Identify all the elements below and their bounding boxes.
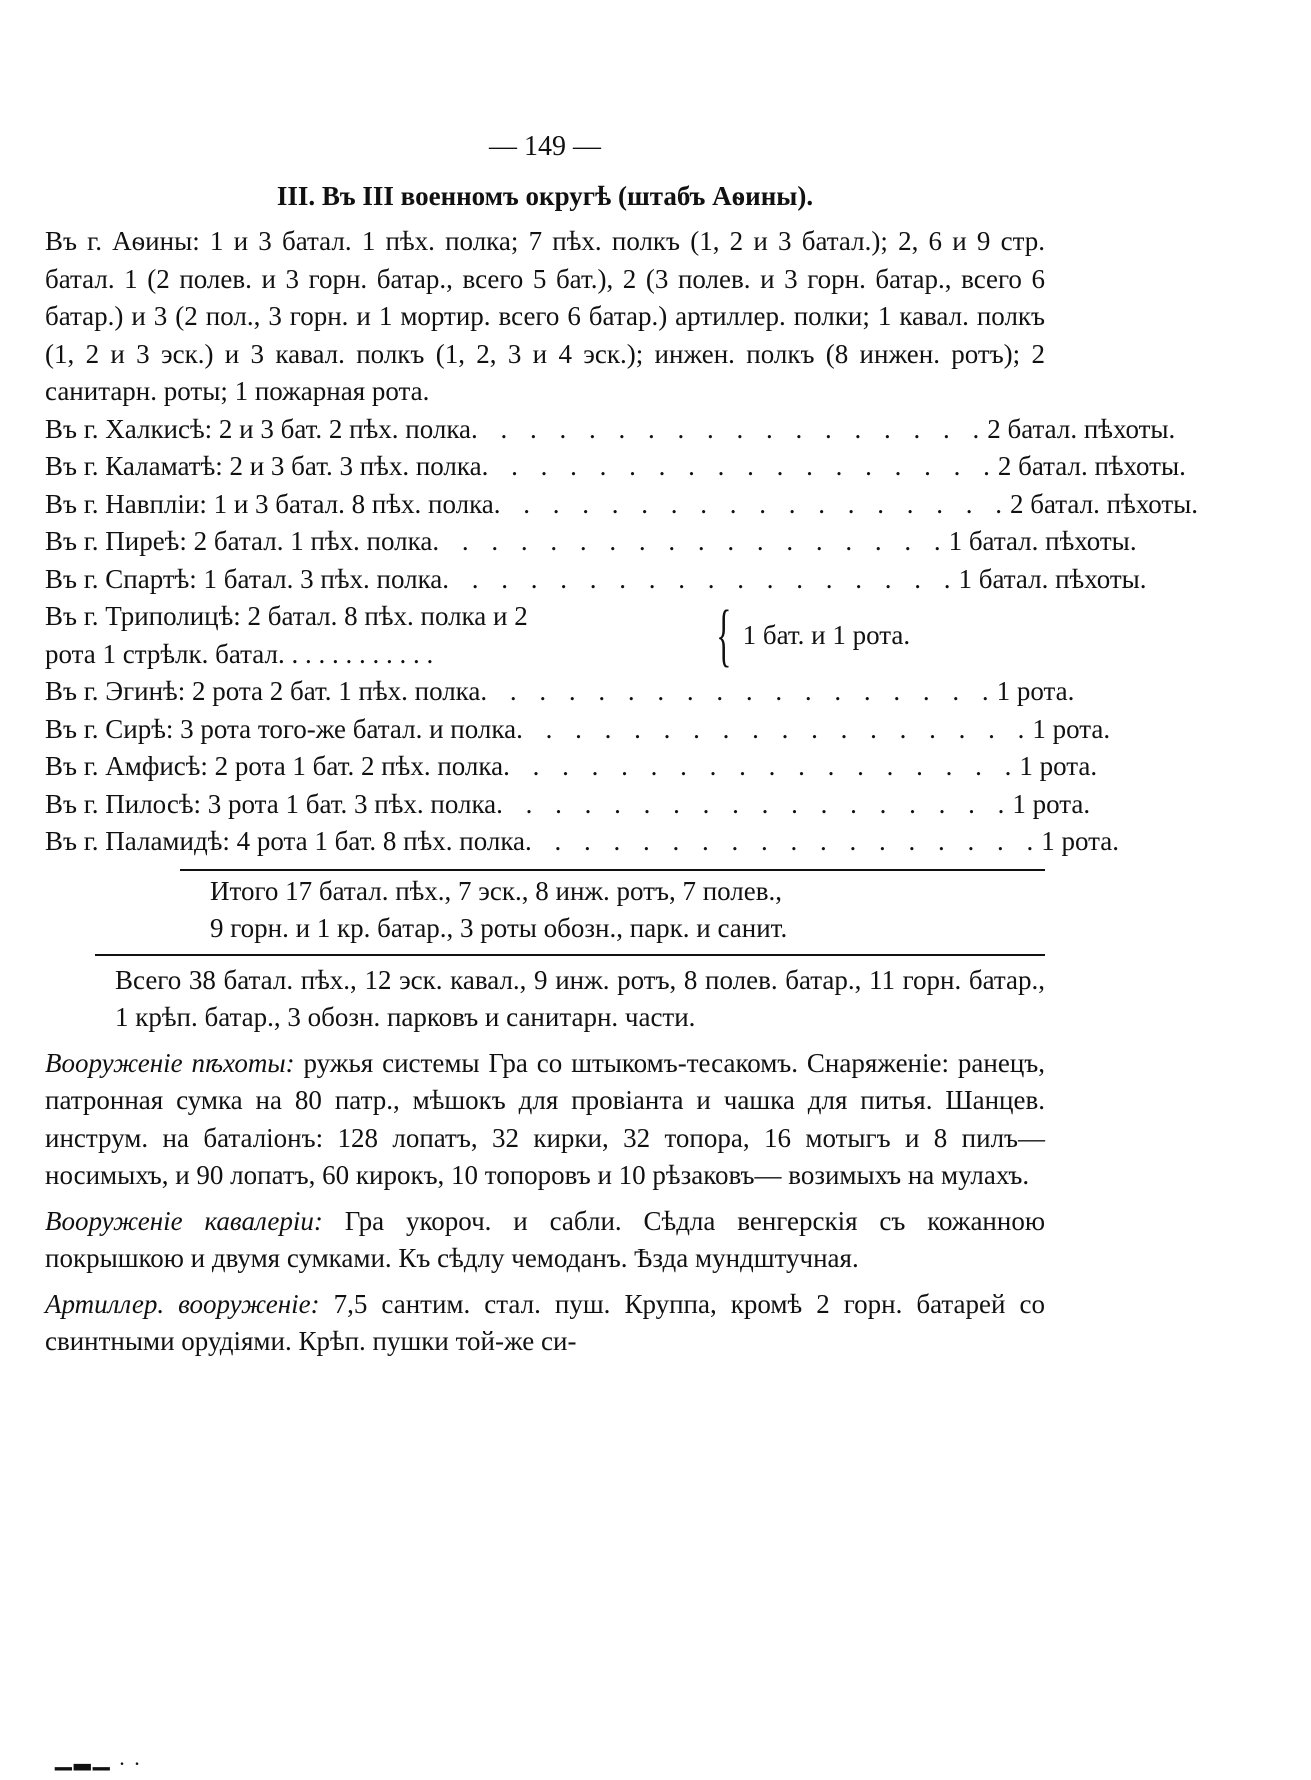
garrison-location: Въ г. Спартѣ: 1 батал. 3 пѣх. полка [45, 563, 443, 594]
infantry-text: ружья системы Гра со штыкомъ-тесакомъ. Снаряженіе: ранецъ, патронная сумка на 80 патр., мѣшокъ для провіанта и чашка для питья. Шанцев. инструм. на баталіонъ: 128 лопатъ, 32 кирки, 32 топора, 16 мотыгъ и 8 пилъ— носимыхъ, и 90 лопатъ, 60 кирокъ, 10 топоровъ и 10 рѣзаковъ— возимыхъ на мулахъ. [45, 1047, 1045, 1190]
garrison-strength: 1 батал. пѣхоты. [958, 563, 1147, 594]
garrison-row [45, 411, 1176, 449]
garrison-location: Въ г. Халкисѣ: 2 и 3 бат. 2 пѣх. полка [45, 413, 472, 444]
cavalry-text: Гра укороч. и сабли. Сѣдла венгерскія съ кожанною покрышкою и двумя сумками. Къ сѣдлу чемоданъ. Ѣзда мундштучная. [45, 1205, 1045, 1273]
garrison-strength: 2 батал. пѣхоты. [997, 451, 1186, 481]
garrison-strength: 2 батал. пѣхоты. [1010, 488, 1199, 519]
garrison-row [45, 786, 1091, 824]
athens-paragraph: Въ г. Аѳины: 1 и 3 батал. 1 пѣх. полка; 7 пѣх. полкъ (1, 2 и 3 батал.); 2, 6 и 9 стр. батал. 1 (2 полев. и 3 горн. батар., всего 5 бат.), 2 (3 полев. и 3 горн. батар., всего 6 батар.) и 3 (2 пол., 3 горн. и 1 мортир. всего 6 батар.) артиллер. полки; 1 кавал. полкъ (1, 2 и 3 эск.) и 3 кавал. полкъ (1, 2, 3 и 4 эск.); инжен. полкъ (8 инжен. ротъ); 2 санитарн. роты; 1 пожарная рота. [45, 226, 1045, 406]
leader-dots: . . . . . . . . . . . . . . . . . . [503, 751, 1020, 781]
infantry-label: Вооруженіе пѣхоты: [45, 1047, 295, 1078]
garrison-row [45, 448, 1186, 486]
artillery-paragraph [45, 1286, 1045, 1361]
divider-rule [180, 869, 1045, 871]
cavalry-label: Вооруженіе кавалеріи: [45, 1205, 323, 1236]
leader-dots: . . . . . . . . . . . . . . . . . . [481, 451, 998, 481]
document-page [45, 128, 1199, 1361]
tripolitsa-strength: 1 бат. и 1 рота. [742, 619, 911, 650]
leader-dots: . . . . . . . . . . . . . . . . . . [432, 526, 949, 556]
leader-dots: . . . . . . . . . . . . . . . . . . [493, 488, 1011, 519]
garrison-location: Въ г. Каламатѣ: 2 и 3 бат. 3 пѣх. полка [45, 451, 482, 481]
curly-brace-icon: { [716, 596, 732, 674]
garrison-location: Въ г. Эгинѣ: 2 рота 2 бат. 1 пѣх. полка [45, 676, 481, 706]
tripolitsa-location [45, 598, 705, 673]
garrison-row [45, 523, 1137, 561]
garrison-location: Въ г. Амфисѣ: 2 рота 1 бат. 2 пѣх. полка [45, 751, 504, 781]
infantry-paragraph [45, 1045, 1045, 1195]
garrison-location: Въ г. Навпліи: 1 и 3 батал. 8 пѣх. полка [45, 488, 494, 519]
garrison-strength: 1 рота. [1032, 713, 1111, 744]
artillery-label: Артиллер. вооруженіе: [45, 1288, 320, 1319]
leader-dots: . . . . . . . . . . . . . . . . . . [525, 826, 1042, 856]
itogo-line-1: Итого 17 батал. пѣх., 7 эск., 8 инж. ротъ, 7 полев., [210, 875, 782, 906]
garrison-strength: 1 рота. [1012, 788, 1091, 819]
garrison-row [45, 673, 1075, 711]
itogo-total [45, 873, 1045, 948]
garrison-row [45, 823, 1120, 861]
garrison-strength: 1 рота. [996, 676, 1075, 706]
leader-dots: . . . . . . . . . . . . . . . . . . [471, 413, 988, 444]
garrison-row [45, 711, 1111, 749]
garrison-location: Въ г. Сирѣ: 3 рота того-же батал. и полка [45, 713, 517, 744]
tripolitsa-line-1: Въ г. Триполицѣ: 2 батал. 8 пѣх. полка и 2 [45, 601, 528, 631]
garrison-location: Въ г. Пилосѣ: 3 рота 1 бат. 3 пѣх. полка [45, 788, 497, 819]
garrison-row [45, 748, 1098, 786]
garrison-strength: 2 батал. пѣхоты. [987, 413, 1176, 444]
page-number: — 149 — [489, 131, 601, 162]
garrison-row [45, 561, 1147, 599]
tripolitsa-entry [45, 598, 1045, 673]
vsego-total: Всего 38 батал. пѣх., 12 эск. кавал., 9 инж. ротъ, 8 полев. батар., 11 горн. батар., 1 крѣп. батар., 3 обозн. парковъ и санитарн. части. [115, 964, 1045, 1032]
garrison-strength: 1 рота. [1041, 826, 1120, 856]
garrison-row [45, 486, 1199, 524]
garrison-list [45, 411, 1199, 861]
itogo-line-2: 9 горн. и 1 кр. батар., 3 роты обозн., парк. и санит. [210, 913, 788, 943]
leader-dots: . . . . . . . . . . . . . . . . . . [516, 713, 1033, 744]
leader-dots: . . . . . . . . . . . . . . . . . . [496, 788, 1013, 819]
garrison-location: Въ г. Паламидѣ: 4 рота 1 бат. 8 пѣх. полка [45, 826, 526, 856]
tripolitsa-line-2: рота 1 стрѣлк. батал. . . . . . . . . . . . [45, 638, 434, 669]
cavalry-paragraph [45, 1203, 1045, 1278]
garrison-location: Въ г. Пиреѣ: 2 батал. 1 пѣх. полка [45, 526, 433, 556]
leader-dots: . . . . . . . . . . . . . . . . . . [480, 676, 997, 706]
garrison-strength: 1 рота. [1019, 751, 1098, 781]
ink-smudge-icon: ▁▂▁ . . [55, 1745, 142, 1770]
section-heading: III. Въ III военномъ округѣ (штабъ Аѳины). [276, 180, 814, 211]
artillery-text: 7,5 сантим. стал. пуш. Круппа, кромѣ 2 горн. батарей со свинтными орудіями. Крѣп. пушки той-же си- [45, 1288, 1045, 1356]
leader-dots: . . . . . . . . . . . . . . . . . . [442, 563, 959, 594]
divider-rule [95, 954, 1045, 956]
garrison-strength: 1 батал. пѣхоты. [948, 526, 1137, 556]
